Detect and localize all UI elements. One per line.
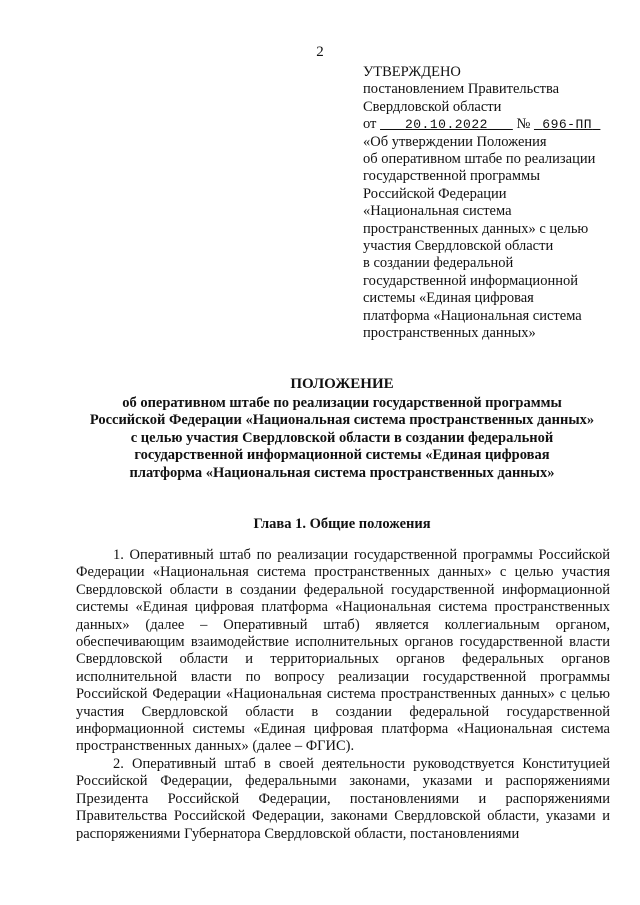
approval-ref-line: участия Свердловской области [363,238,554,255]
title-line: платформа «Национальная система пространственных данных» [129,464,555,481]
approval-ref-line: «Об утверждении Положения [363,133,547,150]
approval-ref-line: Российской Федерации [363,185,507,202]
approval-ref-line: пространственных данных» [363,325,536,342]
page-number: 2 [316,44,324,60]
approval-ref-line: государственной программы [363,168,540,185]
title-line: с целью участия Свердловской области в создании федеральной [130,429,554,446]
approval-number: 696-ПП [542,117,593,133]
chapter-heading: Глава 1. Общие положения [253,516,431,532]
paragraph: 1. Оперативный штаб по реализации государственной программы Российской Федерации «Национальная система пространственных данных» с целью участия Свердловской области в создании федеральной государственной информационной системы «Единая цифровая платформа «Национальная система пространственных данных» (далее – Оперативный штаб) является коллегиальным органом, обеспечивающим взаимодействие исполнительных органов государственной власти Свердловской области и территориальных органов федеральных органов исполнительной власти по вопросу реализации государственной программы Российской Федерации «Национальная система пространственных данных» с целью участия Свердловской области в создании федеральной государственной информационной системы «Единая цифровая платформа «Национальная система пространственных данных» (далее – ФГИС). [76,547,610,755]
approval-line: Свердловской области [363,98,502,115]
approval-date-line [363,116,618,133]
approval-ref-line: государственной информационной [363,272,578,289]
title-heading: ПОЛОЖЕНИЕ [290,376,394,392]
document-title [74,376,610,483]
title-line: об оперативном штабе по реализации государственной программы [122,394,562,411]
title-line: государственной информационной системы «Единая цифровая [134,447,550,464]
number-prefix: № [516,116,531,133]
approval-ref-line: системы «Единая цифровая [363,290,534,307]
approval-line: постановлением Правительства [363,81,560,98]
approval-line: УТВЕРЖДЕНО [363,64,461,80]
title-line: Российской Федерации «Национальная система пространственных данных» [89,412,595,429]
approval-ref-line: пространственных данных» с целью [363,220,589,237]
document-body [76,547,610,843]
approval-ref-line: «Национальная система [363,203,512,220]
approval-ref-line: в создании федеральной [363,255,514,272]
paragraph: 2. Оперативный штаб в своей деятельности руководствуется Конституцией Российской Федерации, федеральными законами, указами и распоряжениями Президента Российской Федерации, постановлениями и распоряжениями Правительства Российской Федерации, законами Свердловской области, указами и распоряжениями Губернатора Свердловской области, постановлениями [76,755,610,842]
approval-ref-line: об оперативном штабе по реализации [363,151,596,168]
approval-date: 20.10.2022 [404,117,488,133]
date-prefix: от [363,116,377,133]
approval-ref-line: платформа «Национальная система [363,307,582,324]
approval-stamp [363,64,618,343]
